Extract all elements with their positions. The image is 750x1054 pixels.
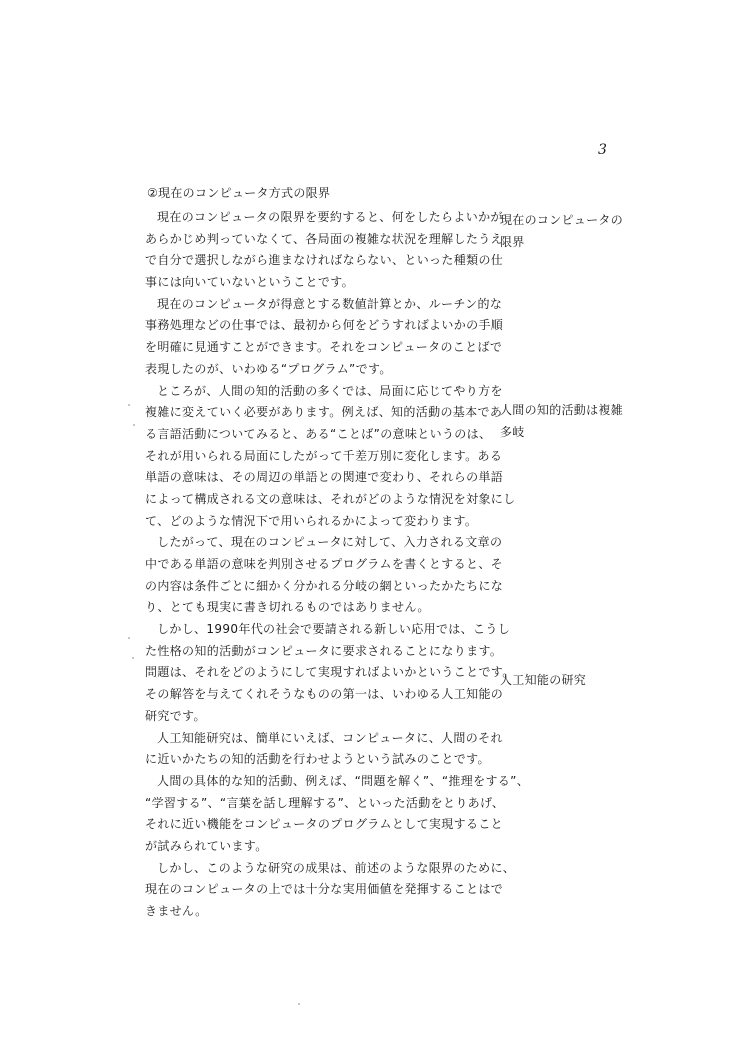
text-line: 中である単語の意味を判別させるプログラムを書くとすると、そ [145,557,504,571]
text-line: 事には向いていないということです。 [145,275,354,290]
paragraph [145,619,515,727]
text-line: を明確に見通すことができます。それをコンピュータのことばで [145,340,503,355]
text-line: 現在のコンピュータの限界を要約すると、何をしたらよいかが [157,210,503,224]
text-line: り、とても現実に書き切れるものではありません。 [145,600,430,615]
paragraph [145,728,503,771]
text-line: それが用いられる局面にしたがって千差万別に変化します。ある [145,448,503,463]
section-heading: ②現在のコンピュータ方式の限界 [147,186,331,200]
scan-speck [133,424,135,426]
margin-note-line: 人工知能の研究 [500,673,587,687]
text-line: 単語の意味は、その周辺の単語との関連で変わり、それらの単語 [145,470,504,485]
margin-note [500,670,630,692]
text-line: 現在のコンピュータが得意とする数値計算とか、ルーチン的な [157,296,503,311]
text-line: 複雑に変えていく必要があります。例えば、知的活動の基本であ [145,405,503,420]
text-line: 現在のコンピュータの上では十分な実用価値を発揮することはで [145,882,504,897]
text-line: る言語活動についてみると、ある“ことば”の意味というのは、 [145,426,492,441]
text-line: て、どのような情況下で用いられるかによって変わります。 [145,513,478,528]
text-line: しかし、このような研究の成果は、前述のような限界のために、 [157,860,516,875]
margin-note [500,400,630,443]
margin-note-line: 限界 [500,234,525,249]
text-line: 人工知能研究は、簡単にいえば、コンピュータに、人間のそれ [157,730,503,745]
paragraph [145,771,530,858]
scan-speck [128,404,130,406]
text-line: それに近い機能をコンピュータのプログラムとして実現すること [145,817,504,832]
paragraph [145,858,516,923]
text-line: 表現したのが、いわゆる“プログラム”です。 [145,361,392,376]
margin-note-line: 人間の知的活動は複雑 [500,403,624,417]
text-line: に近いかたちの知的活動を行わせようという試みのことです。 [145,752,490,767]
text-line: 人間の具体的な知的活動、例えば、“問題を解く”、“推理をする”、 [157,773,530,788]
paragraph [145,294,504,381]
text-line: その解答を与えてくれそうなものの第一は、いわゆる人工知能の [145,687,504,702]
text-line: の内容は条件ごとに細かく分かれる分岐の網といったかたちにな [145,578,504,593]
paragraph [145,207,504,294]
text-line: で自分で選択しながら進まなければならない、といった種類の仕 [145,253,504,268]
margin-note-line: 現在のコンピュータの [500,213,624,227]
text-line: 研究です。 [145,708,206,723]
text-line: あらかじめ判っていなくて、各局面の複雑な状況を理解したうえ [145,231,503,246]
text-line: が試みられています。 [145,838,268,853]
scan-speck [128,637,130,639]
text-line: によって構成される文の意味は、それがどのような情況を対象にし [145,491,516,506]
page-number: 3 [598,142,607,158]
scan-speck [132,657,134,659]
text-line: しかし、1990年代の社会で要請される新しい応用では、こうし [157,622,511,637]
text-line: た性格の知的活動がコンピュータに要求されることになります。 [145,643,503,658]
text-line: ところが、人間の知的活動の多くでは、局面に応じてやり方を [157,383,503,398]
text-line: したがって、現在のコンピュータに対して、入力される文章の [157,535,503,550]
text-line: 事務処理などの仕事では、最初から何をどうすればよいかの手順 [145,318,504,333]
paragraph [145,532,504,619]
text-line: きません。 [145,904,208,918]
scan-speck [298,1003,300,1005]
text-line: “学習する”、“言葉を話し理解する”、といった活動をとりあげ、 [145,795,505,810]
margin-note-line: 多岐 [500,424,525,439]
margin-note [500,210,630,253]
text-line: 問題は、それをどのようにして実現すればよいかということです。 [145,665,515,680]
